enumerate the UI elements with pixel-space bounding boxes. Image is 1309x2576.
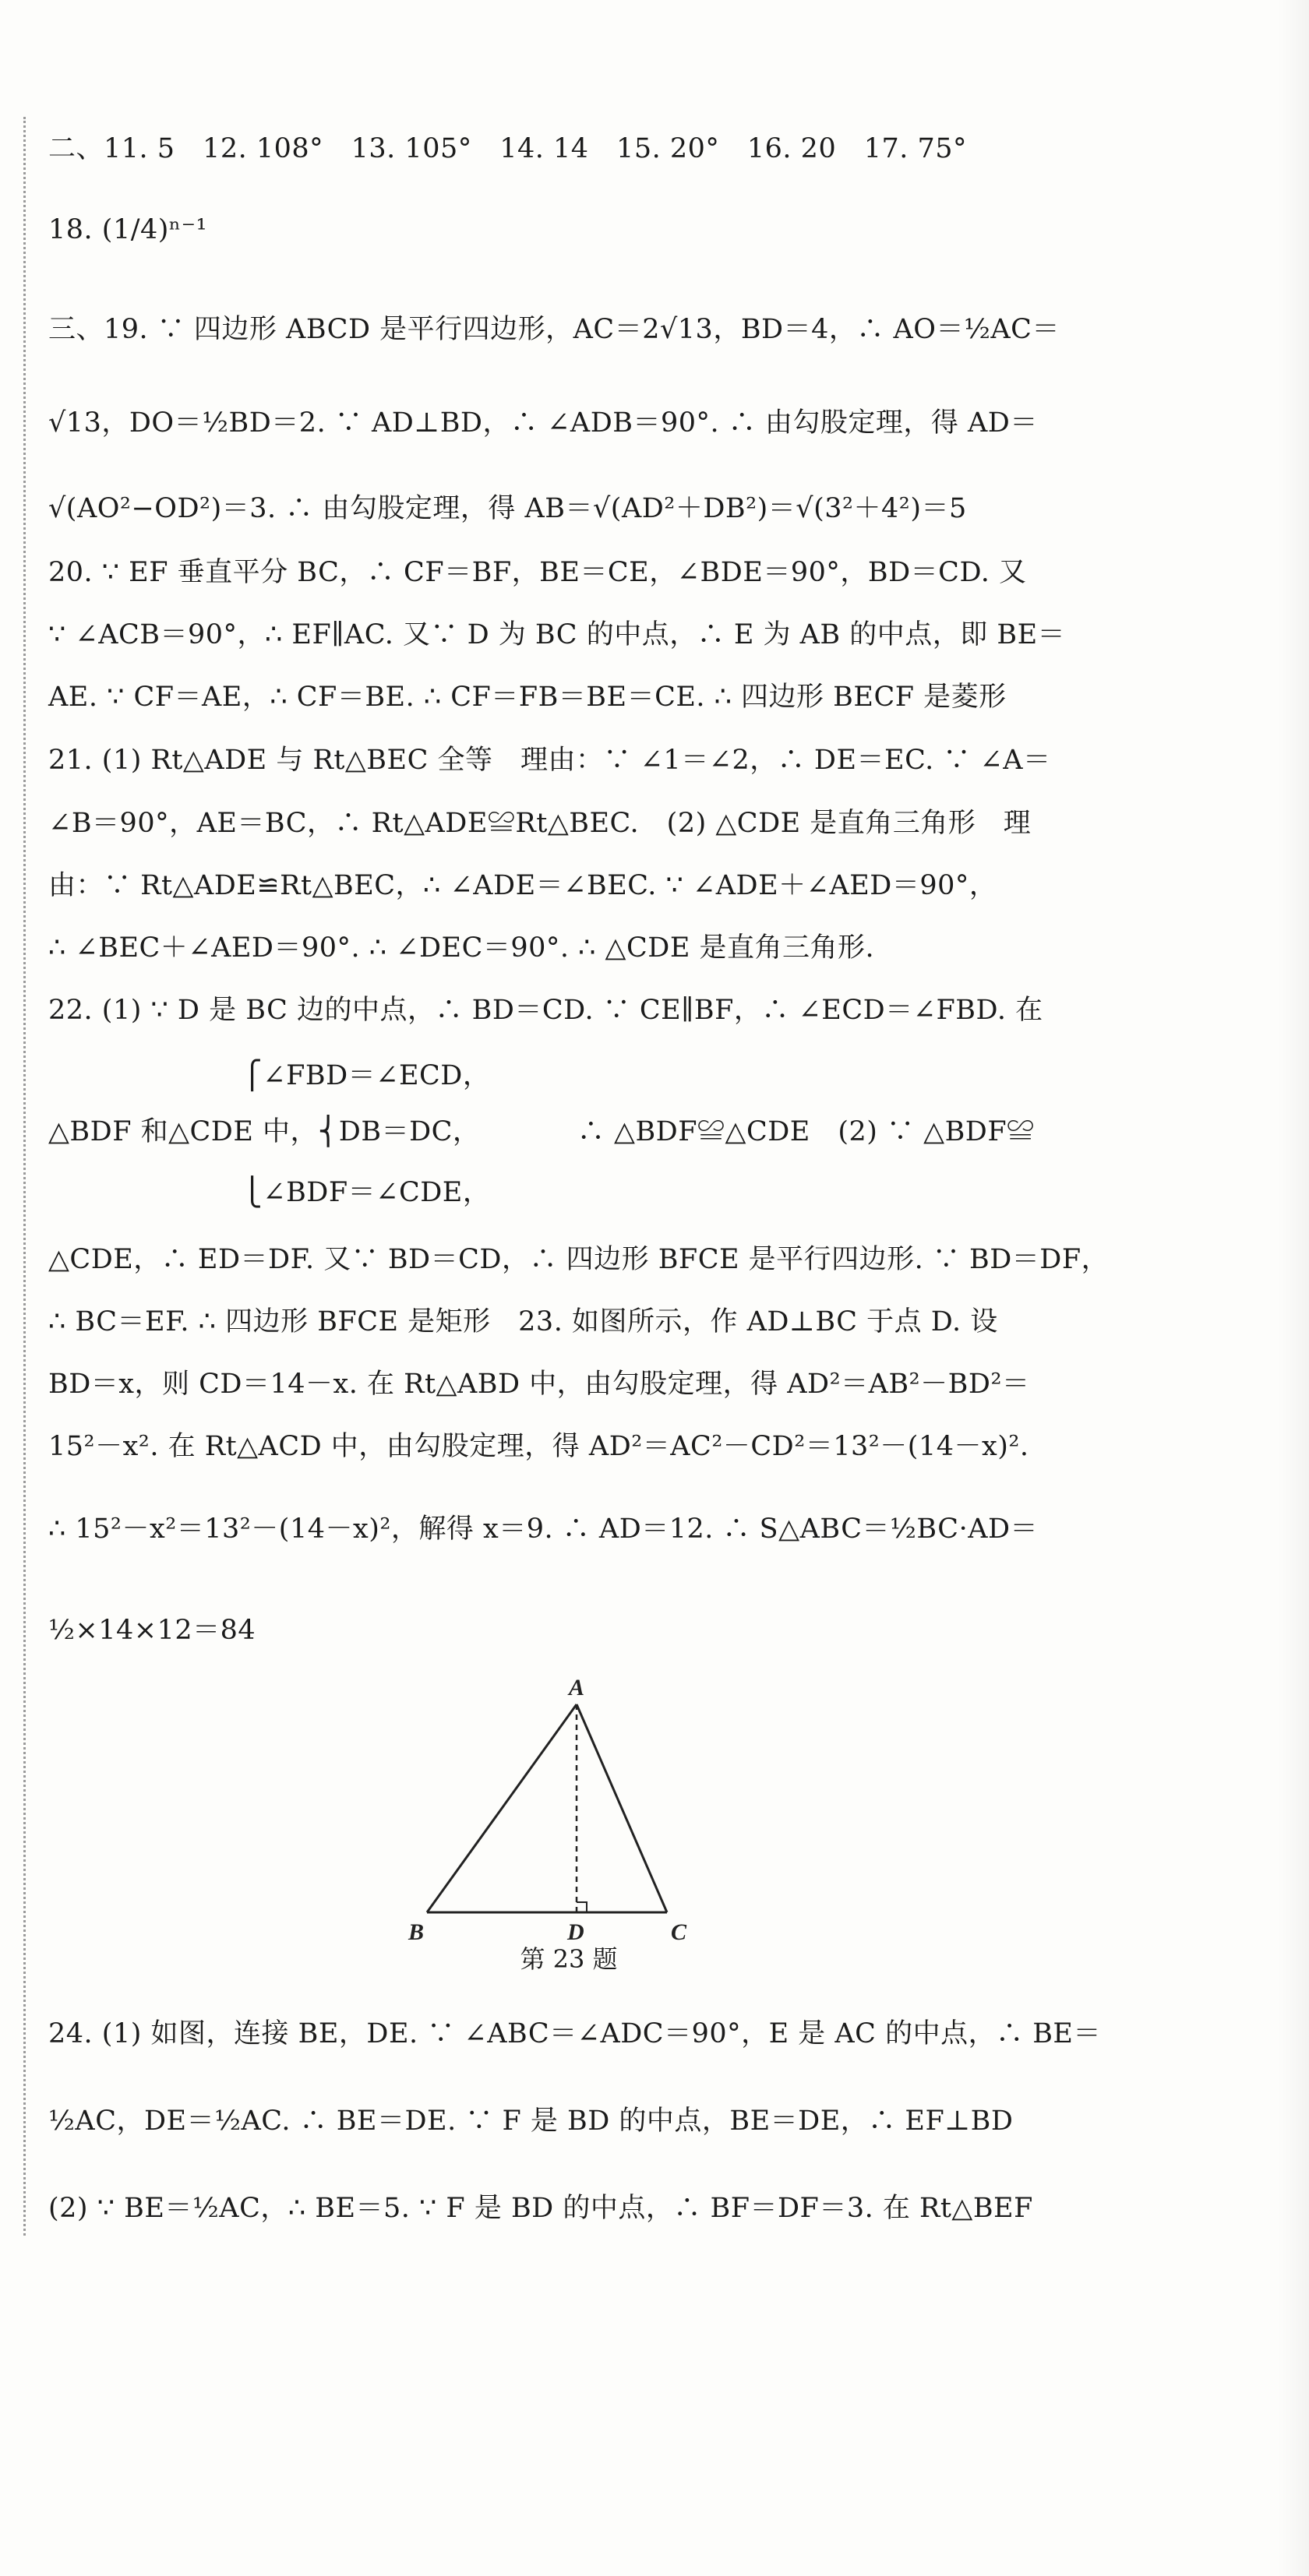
label-a: A bbox=[569, 1675, 585, 1700]
answer-line: ⎩∠BDF＝∠CDE， bbox=[48, 1177, 491, 1208]
answer-line: 18. (1/4)ⁿ⁻¹ bbox=[48, 214, 208, 245]
answer-line: AE. ∵ CF＝AE，∴ CF＝BE. ∴ CF＝FB＝BE＝CE. ∴ 四边形 BECF 是菱形 bbox=[48, 682, 1007, 713]
answer-line: (2) ∵ BE＝½AC，∴ BE＝5. ∵ F 是 BD 的中点，∴ BF＝DF＝3. 在 Rt△BEF bbox=[48, 2193, 1033, 2224]
answer-line: 24. (1) 如图，连接 BE，DE. ∵ ∠ABC＝∠ADC＝90°，E 是 AC 的中点，∴ BE＝ bbox=[48, 2018, 1101, 2049]
answer-line: √13，DO＝½BD＝2. ∵ AD⊥BD，∴ ∠ADB＝90°. ∴ 由勾股定理，得 AD＝ bbox=[48, 407, 1038, 439]
label-c: C bbox=[671, 1919, 687, 1945]
answer-line: ∴ ∠BEC＋∠AED＝90°. ∴ ∠DEC＝90°. ∴ △CDE 是直角三角形. bbox=[48, 932, 875, 964]
binding-edge bbox=[23, 117, 26, 2236]
triangle-diagram bbox=[405, 1675, 732, 1971]
answer-line: 15²－x². 在 Rt△ACD 中，由勾股定理，得 AD²＝AC²－CD²＝13²－(14－x)². bbox=[48, 1431, 1029, 1462]
answer-line: 由：∵ Rt△ADE≌Rt△BEC，∴ ∠ADE＝∠BEC. ∵ ∠ADE＋∠AED＝90°， bbox=[48, 870, 997, 901]
answer-line: ∴ 15²－x²＝13²－(14－x)²，解得 x＝9. ∴ AD＝12. ∴ S△ABC＝½BC·AD＝ bbox=[48, 1514, 1039, 1545]
answer-line: ½×14×12＝84 bbox=[48, 1615, 256, 1646]
side-ac bbox=[577, 1704, 667, 1912]
answer-line: ½AC，DE＝½AC. ∴ BE＝DE. ∵ F 是 BD 的中点，BE＝DE，∴ EF⊥BD bbox=[48, 2106, 1014, 2137]
answer-line: △CDE，∴ ED＝DF. 又∵ BD＝CD，∴ 四边形 BFCE 是平行四边形. ∵ BD＝DF， bbox=[48, 1244, 1110, 1275]
side-ab bbox=[427, 1704, 577, 1912]
triangle-figure bbox=[405, 1675, 732, 1974]
label-d: D bbox=[567, 1919, 584, 1945]
answer-line: 22. (1) ∵ D 是 BC 边的中点，∴ BD＝CD. ∵ CE∥BF，∴ ∠ECD＝∠FBD. 在 bbox=[48, 995, 1043, 1026]
right-angle-mark bbox=[577, 1902, 587, 1912]
answer-line: 二、11. 5 12. 108° 13. 105° 14. 14 15. 20° 16. 20 17. 75° bbox=[48, 133, 968, 164]
answer-line: BD＝x，则 CD＝14－x. 在 Rt△ABD 中，由勾股定理，得 AD²＝AB²－BD²＝ bbox=[48, 1369, 1030, 1400]
answer-line: 三、19. ∵ 四边形 ABCD 是平行四边形，AC＝2√13，BD＝4，∴ AO＝½AC＝ bbox=[48, 314, 1060, 345]
answer-line: 20. ∵ EF 垂直平分 BC，∴ CF＝BF，BE＝CE，∠BDE＝90°，BD＝CD. 又 bbox=[48, 557, 1027, 588]
figure-caption: 第 23 题 bbox=[520, 1944, 618, 1974]
answer-line: ∠B＝90°，AE＝BC，∴ Rt△ADE≌Rt△BEC. (2) △CDE 是直角三角形 理 bbox=[48, 808, 1032, 839]
answer-line: √(AO²−OD²)＝3. ∴ 由勾股定理，得 AB＝√(AD²＋DB²)＝√(3²＋4²)＝5 bbox=[48, 493, 967, 524]
label-b: B bbox=[408, 1919, 425, 1945]
answer-line: ∵ ∠ACB＝90°，∴ EF∥AC. 又∵ D 为 BC 的中点，∴ E 为 AB 的中点，即 BE＝ bbox=[48, 619, 1066, 650]
scan-shade bbox=[1278, 0, 1309, 2576]
answer-line: 21. (1) Rt△ADE 与 Rt△BEC 全等 理由：∵ ∠1＝∠2，∴ DE＝EC. ∵ ∠A＝ bbox=[48, 745, 1051, 776]
answer-line: △BDF 和△CDE 中，⎨DB＝DC， ∴ △BDF≌△CDE (2) ∵ △BDF≌ bbox=[48, 1116, 1035, 1147]
answer-line: ⎧∠FBD＝∠ECD， bbox=[48, 1060, 491, 1091]
answer-line: ∴ BC＝EF. ∴ 四边形 BFCE 是矩形 23. 如图所示，作 AD⊥BC 于点 D. 设 bbox=[48, 1306, 998, 1337]
